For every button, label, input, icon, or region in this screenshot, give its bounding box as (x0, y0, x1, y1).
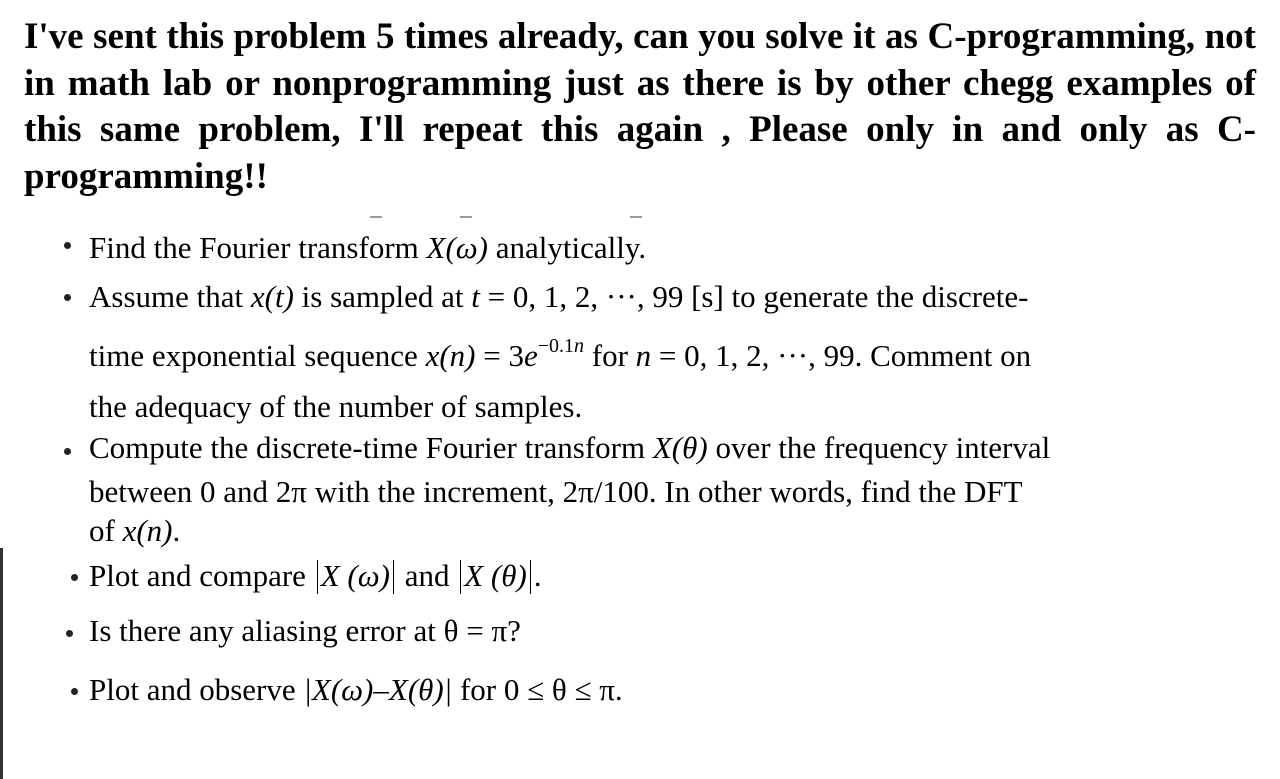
question-header: I've sent this problem 5 times already, can you solve it as C-programming, not in math lab or nonprogramming just as there is by other chegg examples of this same problem, I'll repeat this again , Please only in and only as C-programming!! (24, 16, 1256, 197)
bullet-icon (71, 574, 78, 581)
list-item-plot-observe (89, 670, 623, 710)
item-text: of (89, 513, 123, 548)
list-item-sampling-line-3 (89, 387, 582, 427)
math-variable: n (635, 338, 652, 373)
item-text: . (172, 513, 181, 548)
math-expression: x(n) (122, 513, 173, 548)
bullet-icon (64, 294, 71, 301)
item-text: for 0 ≤ θ ≤ π. (452, 672, 623, 707)
math-expression: X(θ) (652, 430, 708, 465)
bullet-icon (71, 688, 78, 695)
item-text: Find the Fourier transform (89, 230, 427, 265)
item-text: time exponential sequence (89, 338, 426, 373)
item-text: = 3 (475, 338, 524, 373)
abs-bar-left (317, 560, 318, 594)
list-item-fourier-transform (89, 228, 646, 268)
list-item-dtft-line-3 (89, 511, 180, 551)
list-item-plot-compare (89, 556, 542, 596)
item-text: is sampled at (293, 279, 472, 314)
math-expression: X(ω) (426, 230, 488, 265)
math-exponent: −0.1n (537, 335, 585, 357)
abs-bar-right (393, 560, 394, 594)
bullet-icon (66, 630, 73, 637)
item-text: = 0, 1, 2, ···, 99. Comment on (651, 338, 1032, 373)
item-text: Plot and compare (89, 558, 314, 593)
list-item-aliasing (89, 611, 521, 651)
math-variable: e (523, 338, 538, 373)
item-text: = 0, 1, 2, ···, 99 [s] to generate the discrete- (479, 279, 1029, 314)
list-item-dtft-line-1 (89, 428, 1050, 468)
item-text: for (584, 338, 636, 373)
bullet-icon (64, 448, 71, 455)
math-expression: |X(ω)–X(θ)| (303, 672, 453, 707)
abs-bar-right (530, 560, 531, 594)
math-expression: x(t) (250, 279, 294, 314)
list-item-sampling-line-1 (89, 277, 1028, 317)
math-expression: X (θ) (464, 558, 527, 593)
page-edge-border (0, 548, 3, 779)
item-text: over the frequency interval (707, 430, 1051, 465)
list-item-dtft-line-2 (89, 472, 1023, 512)
item-text: Is there any aliasing error at θ = π? (89, 613, 521, 648)
item-text: Assume that (89, 279, 251, 314)
item-text: the adequacy of the number of samples. (89, 389, 583, 424)
abs-bar-left (460, 560, 461, 594)
math-expression: x(n) (425, 338, 476, 373)
item-text: Plot and observe (89, 672, 304, 707)
item-text: and (396, 558, 458, 593)
item-text: . (533, 558, 542, 593)
item-text: analytically. (488, 230, 647, 265)
item-text: between 0 and 2π with the increment, 2π/100. In other words, find the DFT (89, 474, 1023, 509)
math-expression: X (ω) (320, 558, 390, 593)
item-text: Compute the discrete-time Fourier transform (89, 430, 653, 465)
bullet-icon (64, 242, 71, 249)
list-item-sampling-line-2 (89, 336, 1031, 376)
math-variable: t (471, 279, 480, 314)
